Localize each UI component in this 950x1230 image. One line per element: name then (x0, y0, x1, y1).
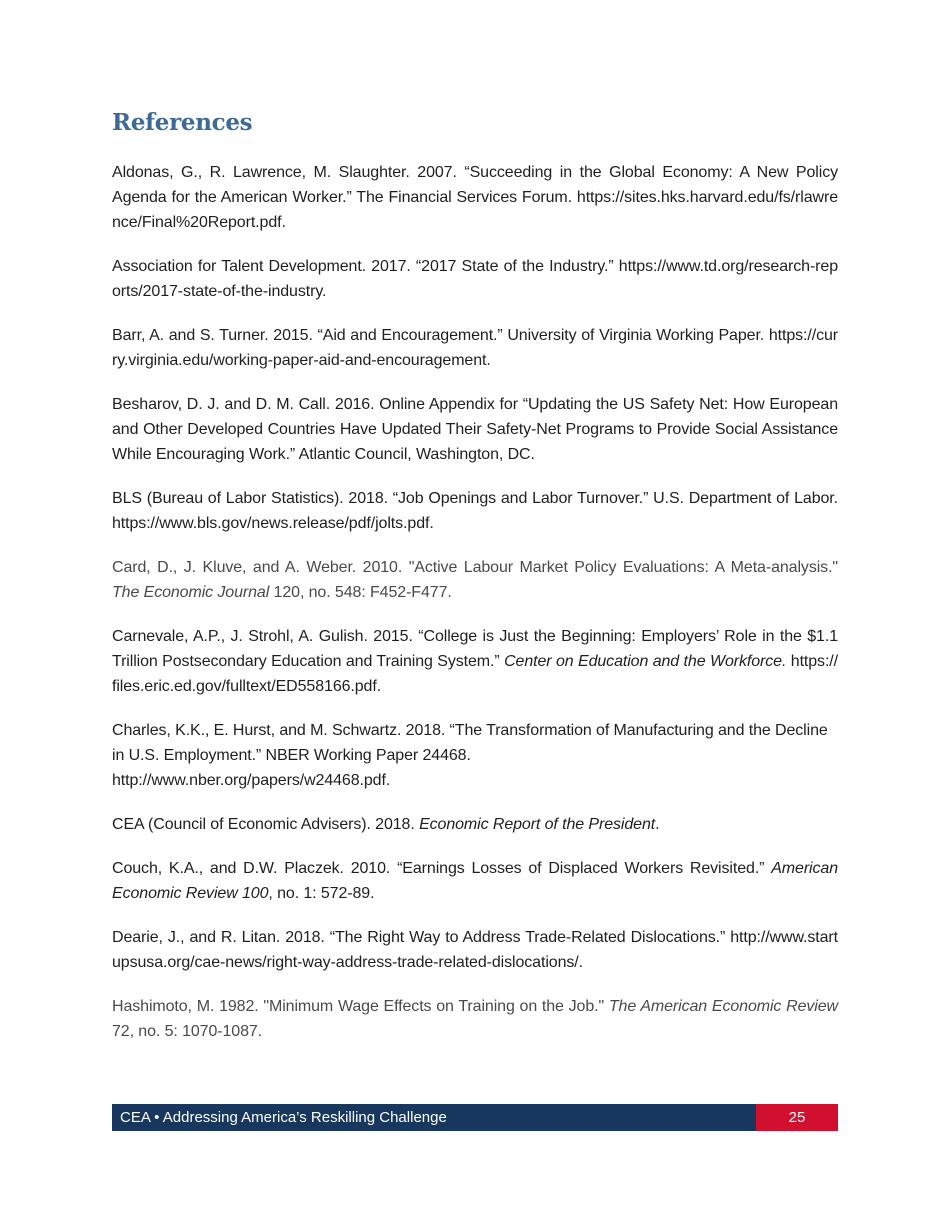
reference-text: Dearie, J., and R. Litan. 2018. “The Right Way to Address Trade-Related Dislocations.” (112, 929, 731, 946)
reference-item (112, 856, 838, 906)
reference-text: Association for Talent Development. 2017. “2017 State of the Industry.” (112, 258, 619, 275)
reference-item (112, 392, 838, 467)
reference-details: . (655, 816, 660, 833)
reference-item (112, 812, 838, 837)
reference-url[interactable]: https://curry.virginia.edu/working-paper-aid-and-encouragement. (112, 327, 838, 369)
page-footer (112, 1104, 838, 1131)
reference-text: BLS (Bureau of Labor Statistics). 2018. “Job Openings and Labor Turnover.” U.S. Department of Labor. (112, 490, 838, 507)
reference-item (112, 486, 838, 536)
reference-item (112, 925, 838, 975)
reference-url[interactable]: https://files.eric.ed.gov/fulltext/ED558166.pdf. (112, 653, 838, 695)
reference-text: Barr, A. and S. Turner. 2015. “Aid and Encouragement.” University of Virginia Working Paper. (112, 327, 769, 344)
reference-text: Carnevale, A.P., J. Strohl, A. Gulish. 2015. “College is Just the Beginning: Employers’ Role in the $1.1 Trillion Postsecondary Education and Training System.” (112, 628, 838, 670)
footer-title: CEA • Addressing America’s Reskilling Challenge (120, 1109, 447, 1126)
reference-text: Couch, K.A., and D.W. Placzek. 2010. “Earnings Losses of Displaced Workers Revisited.” (112, 860, 772, 877)
reference-journal: The Economic Journal (112, 584, 270, 601)
reference-journal: The American Economic Review (608, 998, 838, 1015)
reference-item (112, 323, 838, 373)
reference-url[interactable]: http://www.startupsusa.org/cae-news/right-way-address-trade-related-dislocations/. (112, 929, 838, 971)
reference-url[interactable]: http://www.nber.org/papers/w24468.pdf. (112, 772, 391, 789)
reference-text: CEA (Council of Economic Advisers). 2018. (112, 816, 420, 833)
reference-journal: Center on Education and the Workforce. (504, 653, 787, 670)
reference-item (112, 994, 838, 1044)
reference-details: 72, no. 5: 1070-1087. (112, 1023, 263, 1040)
reference-text: Charles, K.K., E. Hurst, and M. Schwartz. 2018. “The Transformation of Manufacturing and the Decline in U.S. Employment.” NBER Working Paper 24468. (112, 722, 828, 764)
reference-url[interactable]: https://www.td.org/research-reports/2017-state-of-the-industry. (112, 258, 838, 300)
reference-list (112, 160, 838, 1063)
reference-text: Hashimoto, M. 1982. "Minimum Wage Effects on Training on the Job." (112, 998, 609, 1015)
reference-item (112, 624, 838, 699)
reference-text: Card, D., J. Kluve, and A. Weber. 2010. "Active Labour Market Policy Evaluations: A Meta-analysis." (112, 559, 838, 576)
reference-text: Aldonas, G., R. Lawrence, M. Slaughter. 2007. “Succeeding in the Global Economy: A New Policy Agenda for the American Worker.” The Financial Services Forum. (112, 164, 838, 206)
reference-item (112, 254, 838, 304)
reference-text: Besharov, D. J. and D. M. Call. 2016. Online Appendix for “Updating the US Safety Net: How European and Other Developed Countries Have Updated Their Safety-Net Programs to Provide Social Assistance While Encouraging Work.” Atlantic Council, Washington, DC. (112, 396, 838, 463)
reference-journal: Economic Report of the President (419, 816, 656, 833)
reference-item (112, 718, 838, 793)
reference-journal: American Economic Review 100 (112, 860, 838, 902)
page-title: References (112, 109, 253, 136)
reference-url[interactable]: https://www.bls.gov/news.release/pdf/jolts.pdf. (112, 515, 434, 532)
reference-item (112, 555, 838, 605)
reference-url[interactable]: https://sites.hks.harvard.edu/fs/rlawrence/Final%20Report.pdf. (112, 189, 838, 231)
reference-details: 120, no. 548: F452-F477. (269, 584, 452, 601)
reference-details: , no. 1: 572-89. (268, 885, 375, 902)
page-number: 25 (756, 1104, 838, 1131)
reference-item (112, 160, 838, 235)
